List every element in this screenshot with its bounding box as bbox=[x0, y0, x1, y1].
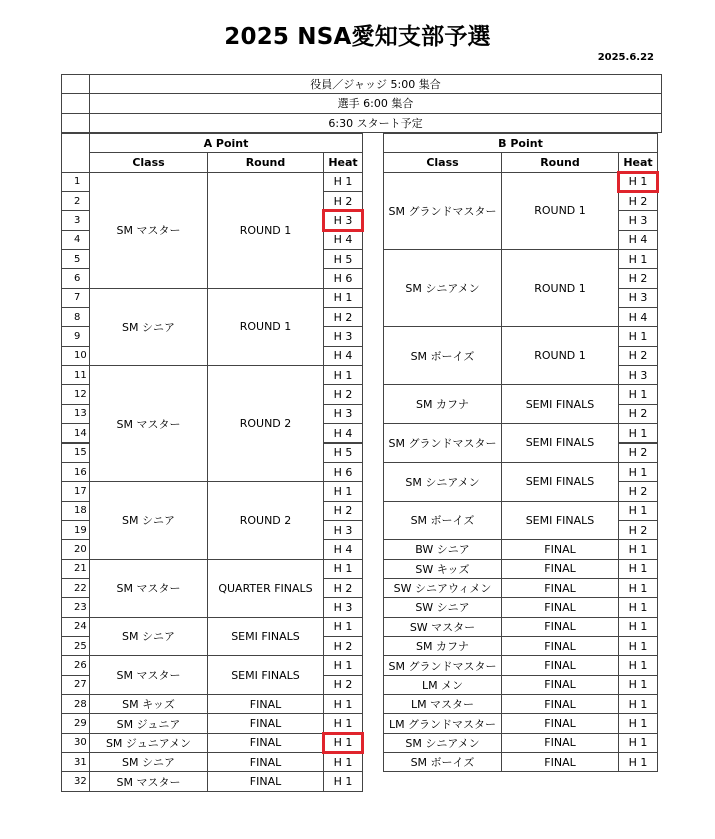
a-heat-cell: H 1 bbox=[323, 617, 363, 637]
row-number: 14 bbox=[61, 423, 90, 443]
info-line: 選手 6:00 集合 bbox=[89, 93, 662, 113]
row-number: 11 bbox=[61, 365, 90, 385]
b-heat-cell: H 2 bbox=[618, 268, 658, 288]
a-heat-cell: H 6 bbox=[323, 462, 363, 482]
row-number: 15 bbox=[61, 443, 90, 463]
b-class-cell: LM マスター bbox=[383, 694, 502, 714]
a-heat-cell: H 1 bbox=[323, 559, 363, 579]
a-round-cell: ROUND 2 bbox=[207, 481, 324, 559]
b-heat-cell: H 1 bbox=[618, 578, 658, 598]
b-class-cell: SW シニアウィメン bbox=[383, 578, 502, 598]
a-heat-cell: H 1 bbox=[323, 172, 363, 192]
b-column-class: Class bbox=[383, 152, 502, 172]
b-round-cell: FINAL bbox=[501, 713, 619, 733]
a-class-cell: SM ジュニア bbox=[89, 713, 208, 733]
b-class-cell: SM グランドマスター bbox=[383, 172, 502, 250]
row-number: 13 bbox=[61, 404, 90, 424]
row-number: 23 bbox=[61, 597, 90, 617]
b-class-cell: SM ボーイズ bbox=[383, 752, 502, 772]
a-heat-cell: H 1 bbox=[323, 713, 363, 733]
row-number: 2 bbox=[61, 191, 90, 211]
a-column-round: Round bbox=[207, 152, 324, 172]
b-heat-cell: H 1 bbox=[618, 559, 658, 579]
a-round-cell: FINAL bbox=[207, 733, 324, 753]
a-round-cell: FINAL bbox=[207, 771, 324, 791]
a-round-cell: FINAL bbox=[207, 694, 324, 714]
b-round-cell: SEMI FINALS bbox=[501, 501, 619, 541]
a-heat-cell: H 3 bbox=[323, 520, 363, 540]
b-class-cell: SW キッズ bbox=[383, 559, 502, 579]
b-heat-cell: H 1 bbox=[618, 655, 658, 675]
a-heat-cell: H 1 bbox=[323, 481, 363, 501]
b-class-cell: SM シニアメン bbox=[383, 733, 502, 753]
b-heat-cell: H 3 bbox=[618, 365, 658, 385]
row-number: 32 bbox=[61, 771, 90, 791]
a-heat-cell: H 3 bbox=[323, 326, 363, 346]
date-label: 2025.6.22 bbox=[597, 52, 654, 63]
info-line: 役員／ジャッジ 5:00 集合 bbox=[89, 74, 662, 94]
b-heat-cell: H 2 bbox=[618, 404, 658, 424]
b-class-cell: SM ボーイズ bbox=[383, 326, 502, 385]
b-heat-cell: H 1 bbox=[618, 752, 658, 772]
b-round-cell: FINAL bbox=[501, 578, 619, 598]
b-heat-cell: H 4 bbox=[618, 307, 658, 327]
row-number: 30 bbox=[61, 733, 90, 753]
b-heat-cell: H 2 bbox=[618, 346, 658, 366]
b-class-cell: BW シニア bbox=[383, 539, 502, 559]
b-round-cell: SEMI FINALS bbox=[501, 423, 619, 463]
row-number: 16 bbox=[61, 462, 90, 482]
page-title: 2025 NSA愛知支部予選 bbox=[224, 24, 491, 50]
row-number: 3 bbox=[61, 210, 90, 230]
a-class-cell: SM マスター bbox=[89, 771, 208, 791]
b-heat-cell: H 1 bbox=[618, 423, 658, 443]
b-round-cell: FINAL bbox=[501, 655, 619, 675]
a-heat-cell: H 2 bbox=[323, 675, 363, 695]
a-heat-cell: H 3 bbox=[323, 597, 363, 617]
a-class-cell: SM シニア bbox=[89, 752, 208, 772]
a-heat-cell: H 2 bbox=[323, 578, 363, 598]
b-heat-cell: H 1 bbox=[618, 462, 658, 482]
b-class-cell: LM グランドマスター bbox=[383, 713, 502, 733]
b-heat-cell: H 1 bbox=[618, 636, 658, 656]
row-number: 8 bbox=[61, 307, 90, 327]
b-class-cell: SM カフナ bbox=[383, 636, 502, 656]
a-heat-cell: H 4 bbox=[323, 346, 363, 366]
b-heat-cell: H 2 bbox=[618, 191, 658, 211]
a-heat-cell: H 4 bbox=[323, 423, 363, 443]
a-heat-cell: H 2 bbox=[323, 191, 363, 211]
a-round-cell: ROUND 1 bbox=[207, 288, 324, 366]
row-number: 28 bbox=[61, 694, 90, 714]
corner-cell bbox=[61, 133, 90, 173]
highlight-box bbox=[617, 171, 659, 193]
b-round-cell: ROUND 1 bbox=[501, 172, 619, 250]
b-heat-cell: H 1 bbox=[618, 172, 658, 192]
b-heat-cell: H 3 bbox=[618, 288, 658, 308]
a-class-cell: SM マスター bbox=[89, 655, 208, 695]
a-point-header: A Point bbox=[89, 133, 363, 153]
highlight-box bbox=[322, 732, 364, 754]
row-number: 19 bbox=[61, 520, 90, 540]
a-class-cell: SM シニア bbox=[89, 617, 208, 657]
b-heat-cell: H 1 bbox=[618, 597, 658, 617]
b-heat-cell: H 1 bbox=[618, 733, 658, 753]
info-line: 6:30 スタート予定 bbox=[89, 113, 662, 133]
row-number: 31 bbox=[61, 752, 90, 772]
a-heat-cell: H 2 bbox=[323, 501, 363, 521]
a-heat-cell: H 1 bbox=[323, 752, 363, 772]
b-class-cell: SW マスター bbox=[383, 617, 502, 637]
a-heat-cell: H 1 bbox=[323, 771, 363, 791]
b-heat-cell: H 2 bbox=[618, 520, 658, 540]
a-heat-cell: H 5 bbox=[323, 249, 363, 269]
row-number: 12 bbox=[61, 384, 90, 404]
row-number: 27 bbox=[61, 675, 90, 695]
b-heat-cell: H 1 bbox=[618, 501, 658, 521]
row-number: 24 bbox=[61, 617, 90, 637]
b-round-cell: FINAL bbox=[501, 733, 619, 753]
a-heat-cell: H 2 bbox=[323, 384, 363, 404]
a-heat-cell: H 4 bbox=[323, 230, 363, 250]
b-class-cell: SM グランドマスター bbox=[383, 655, 502, 675]
b-round-cell: SEMI FINALS bbox=[501, 384, 619, 424]
a-heat-cell: H 5 bbox=[323, 443, 363, 463]
corner-cell bbox=[61, 74, 90, 94]
b-heat-cell: H 4 bbox=[618, 230, 658, 250]
a-round-cell: ROUND 1 bbox=[207, 172, 324, 289]
b-round-cell: FINAL bbox=[501, 559, 619, 579]
a-round-cell: FINAL bbox=[207, 752, 324, 772]
b-round-cell: FINAL bbox=[501, 752, 619, 772]
b-heat-cell: H 3 bbox=[618, 210, 658, 230]
row-number: 6 bbox=[61, 268, 90, 288]
b-heat-cell: H 1 bbox=[618, 617, 658, 637]
row-number: 7 bbox=[61, 288, 90, 308]
b-heat-cell: H 1 bbox=[618, 539, 658, 559]
row-number: 20 bbox=[61, 539, 90, 559]
row-number: 17 bbox=[61, 481, 90, 501]
a-class-cell: SM マスター bbox=[89, 559, 208, 618]
a-column-heat: Heat bbox=[323, 152, 363, 172]
a-heat-cell: H 1 bbox=[323, 655, 363, 675]
b-class-cell: SM シニアメン bbox=[383, 462, 502, 502]
b-heat-cell: H 1 bbox=[618, 713, 658, 733]
b-column-round: Round bbox=[501, 152, 619, 172]
b-class-cell: SM カフナ bbox=[383, 384, 502, 424]
b-heat-cell: H 1 bbox=[618, 694, 658, 714]
row-number: 21 bbox=[61, 559, 90, 579]
b-round-cell: FINAL bbox=[501, 597, 619, 617]
b-class-cell: SM グランドマスター bbox=[383, 423, 502, 463]
a-class-cell: SM マスター bbox=[89, 172, 208, 289]
a-round-cell: FINAL bbox=[207, 713, 324, 733]
b-point-header: B Point bbox=[383, 133, 658, 153]
row-number: 18 bbox=[61, 501, 90, 521]
b-heat-cell: H 1 bbox=[618, 326, 658, 346]
b-heat-cell: H 1 bbox=[618, 675, 658, 695]
highlight-box bbox=[322, 209, 364, 231]
a-heat-cell: H 3 bbox=[323, 210, 363, 230]
a-class-cell: SM マスター bbox=[89, 365, 208, 482]
row-number: 1 bbox=[61, 172, 90, 192]
a-heat-cell: H 4 bbox=[323, 539, 363, 559]
b-heat-cell: H 2 bbox=[618, 443, 658, 463]
a-class-cell: SM シニア bbox=[89, 288, 208, 366]
b-class-cell: LM メン bbox=[383, 675, 502, 695]
row-number: 25 bbox=[61, 636, 90, 656]
a-round-cell: SEMI FINALS bbox=[207, 655, 324, 695]
a-round-cell: QUARTER FINALS bbox=[207, 559, 324, 618]
a-class-cell: SM ジュニアメン bbox=[89, 733, 208, 753]
row-number: 22 bbox=[61, 578, 90, 598]
a-round-cell: ROUND 2 bbox=[207, 365, 324, 482]
b-heat-cell: H 2 bbox=[618, 481, 658, 501]
a-heat-cell: H 3 bbox=[323, 404, 363, 424]
a-heat-cell: H 2 bbox=[323, 636, 363, 656]
b-class-cell: SM シニアメン bbox=[383, 249, 502, 327]
b-round-cell: SEMI FINALS bbox=[501, 462, 619, 502]
a-class-cell: SM キッズ bbox=[89, 694, 208, 714]
corner-cell bbox=[61, 93, 90, 113]
b-column-heat: Heat bbox=[618, 152, 658, 172]
row-number: 10 bbox=[61, 346, 90, 366]
a-heat-cell: H 1 bbox=[323, 694, 363, 714]
a-column-class: Class bbox=[89, 152, 208, 172]
a-class-cell: SM シニア bbox=[89, 481, 208, 559]
b-round-cell: FINAL bbox=[501, 694, 619, 714]
row-number: 26 bbox=[61, 655, 90, 675]
b-round-cell: FINAL bbox=[501, 675, 619, 695]
a-heat-cell: H 1 bbox=[323, 733, 363, 753]
a-heat-cell: H 6 bbox=[323, 268, 363, 288]
row-number: 5 bbox=[61, 249, 90, 269]
a-heat-cell: H 2 bbox=[323, 307, 363, 327]
row-number: 4 bbox=[61, 230, 90, 250]
b-heat-cell: H 1 bbox=[618, 249, 658, 269]
b-class-cell: SW シニア bbox=[383, 597, 502, 617]
a-heat-cell: H 1 bbox=[323, 288, 363, 308]
b-heat-cell: H 1 bbox=[618, 384, 658, 404]
b-round-cell: ROUND 1 bbox=[501, 326, 619, 385]
b-round-cell: FINAL bbox=[501, 539, 619, 559]
a-round-cell: SEMI FINALS bbox=[207, 617, 324, 657]
row-number: 29 bbox=[61, 713, 90, 733]
corner-cell bbox=[61, 113, 90, 133]
b-round-cell: FINAL bbox=[501, 636, 619, 656]
a-heat-cell: H 1 bbox=[323, 365, 363, 385]
row-number: 9 bbox=[61, 326, 90, 346]
b-round-cell: ROUND 1 bbox=[501, 249, 619, 327]
b-class-cell: SM ボーイズ bbox=[383, 501, 502, 541]
b-round-cell: FINAL bbox=[501, 617, 619, 637]
